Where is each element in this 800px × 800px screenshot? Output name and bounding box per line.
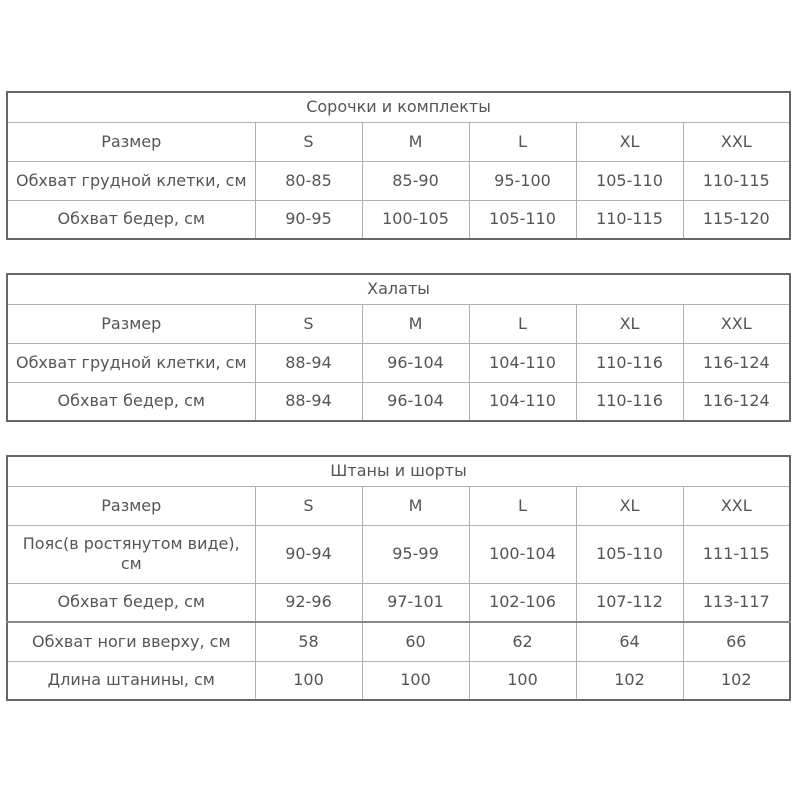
- header-cell-s: S: [255, 486, 362, 525]
- table-title-row: [7, 456, 790, 486]
- row-label: Обхват грудной клетки, см: [7, 343, 255, 382]
- table-row: [7, 200, 790, 239]
- table-cell: 100-104: [469, 525, 576, 583]
- table-title: Халаты: [7, 274, 790, 304]
- table-row: [7, 161, 790, 200]
- size-table-pants: [6, 455, 791, 701]
- table-cell: 110-116: [576, 343, 683, 382]
- table-cell: 100: [469, 661, 576, 700]
- table-row: [7, 622, 790, 661]
- header-cell-s: S: [255, 304, 362, 343]
- row-label: Обхват грудной клетки, см: [7, 161, 255, 200]
- table-cell: 102-106: [469, 583, 576, 622]
- table-title-row: [7, 274, 790, 304]
- table-cell: 110-115: [576, 200, 683, 239]
- table-row: [7, 525, 790, 583]
- table-title-row: [7, 92, 790, 122]
- table-cell: 116-124: [683, 382, 790, 421]
- row-label: Обхват бедер, см: [7, 200, 255, 239]
- table-cell: 90-95: [255, 200, 362, 239]
- table-cell: 92-96: [255, 583, 362, 622]
- header-cell-xl: XL: [576, 122, 683, 161]
- table-header-row: [7, 486, 790, 525]
- header-cell-s: S: [255, 122, 362, 161]
- row-label: Обхват бедер, см: [7, 583, 255, 622]
- size-table-robes: [6, 273, 791, 422]
- table-cell: 104-110: [469, 382, 576, 421]
- header-cell-xl: XL: [576, 304, 683, 343]
- header-cell-xxl: XXL: [683, 486, 790, 525]
- table-cell: 113-117: [683, 583, 790, 622]
- size-table-shirts: [6, 91, 791, 240]
- header-cell-size: Размер: [7, 486, 255, 525]
- table-cell: 95-99: [362, 525, 469, 583]
- table-row: [7, 661, 790, 700]
- table-cell: 100-105: [362, 200, 469, 239]
- row-label: Длина штанины, см: [7, 661, 255, 700]
- table-cell: 110-116: [576, 382, 683, 421]
- table-row: [7, 382, 790, 421]
- row-label: Обхват ноги вверху, см: [7, 622, 255, 661]
- header-cell-size: Размер: [7, 122, 255, 161]
- table-cell: 58: [255, 622, 362, 661]
- table-cell: 96-104: [362, 343, 469, 382]
- table-cell: 60: [362, 622, 469, 661]
- table-cell: 115-120: [683, 200, 790, 239]
- table-cell: 88-94: [255, 382, 362, 421]
- table-cell: 95-100: [469, 161, 576, 200]
- table-cell: 110-115: [683, 161, 790, 200]
- table-cell: 105-110: [576, 525, 683, 583]
- table-cell: 85-90: [362, 161, 469, 200]
- header-cell-l: L: [469, 122, 576, 161]
- table-title: Сорочки и комплекты: [7, 92, 790, 122]
- header-cell-xxl: XXL: [683, 304, 790, 343]
- table-title: Штаны и шорты: [7, 456, 790, 486]
- table-header-row: [7, 122, 790, 161]
- table-cell: 116-124: [683, 343, 790, 382]
- table-cell: 100: [362, 661, 469, 700]
- table-cell: 100: [255, 661, 362, 700]
- table-cell: 96-104: [362, 382, 469, 421]
- table-cell: 102: [576, 661, 683, 700]
- table-cell: 105-110: [576, 161, 683, 200]
- table-cell: 88-94: [255, 343, 362, 382]
- table-cell: 97-101: [362, 583, 469, 622]
- row-label: Обхват бедер, см: [7, 382, 255, 421]
- table-cell: 102: [683, 661, 790, 700]
- table-cell: 107-112: [576, 583, 683, 622]
- table-row: [7, 343, 790, 382]
- table-cell: 62: [469, 622, 576, 661]
- header-cell-m: M: [362, 122, 469, 161]
- header-cell-l: L: [469, 486, 576, 525]
- table-cell: 80-85: [255, 161, 362, 200]
- header-cell-xxl: XXL: [683, 122, 790, 161]
- table-row: [7, 583, 790, 622]
- header-cell-m: M: [362, 304, 469, 343]
- header-cell-l: L: [469, 304, 576, 343]
- header-cell-xl: XL: [576, 486, 683, 525]
- table-cell: 105-110: [469, 200, 576, 239]
- header-cell-size: Размер: [7, 304, 255, 343]
- table-cell: 64: [576, 622, 683, 661]
- header-cell-m: M: [362, 486, 469, 525]
- table-cell: 104-110: [469, 343, 576, 382]
- row-label: Пояс(в ростянутом виде), см: [7, 525, 255, 583]
- table-cell: 111-115: [683, 525, 790, 583]
- table-cell: 66: [683, 622, 790, 661]
- table-cell: 90-94: [255, 525, 362, 583]
- table-header-row: [7, 304, 790, 343]
